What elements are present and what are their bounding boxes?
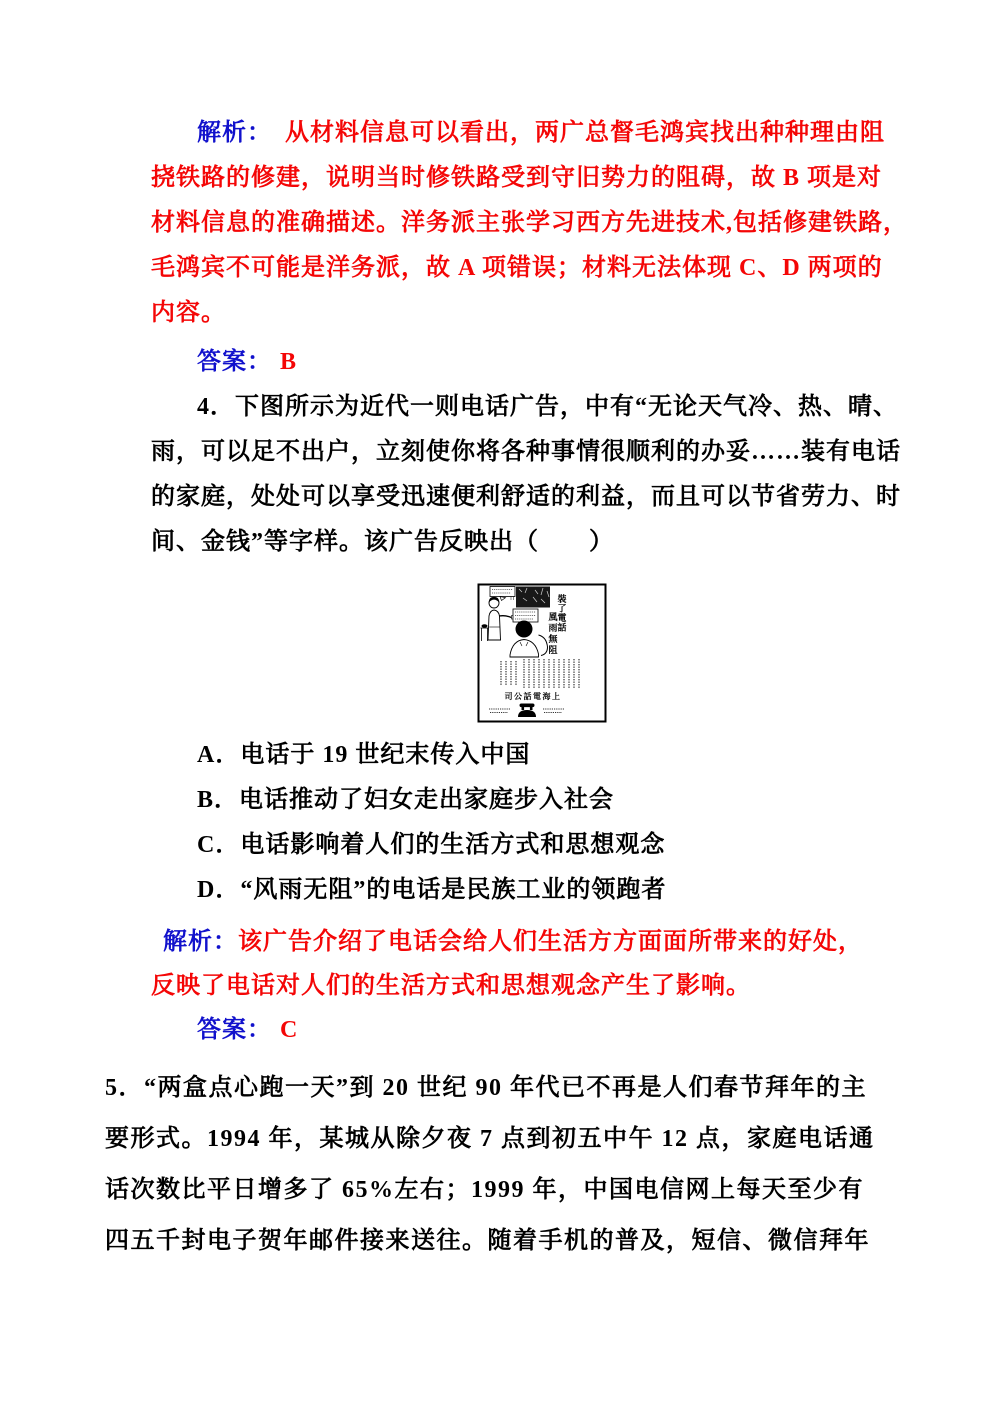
slogan-char: 話 (557, 622, 567, 633)
page-content (105, 111, 908, 1267)
analysis-line (151, 111, 883, 156)
ad-slogan-column-1 (557, 593, 566, 633)
telephone-ad-svg (477, 583, 607, 723)
question3-analysis-block (151, 111, 908, 336)
slogan-char: 裝 (557, 594, 567, 604)
analysis-line: 反映了电话对人们的生活方式和思想观念产生了影响。 (151, 973, 751, 999)
ad-company-name: 司公話電海上 (504, 692, 562, 701)
question-line: 话次数比平日增多了 65%左右；1999 年，中国电信网上每天至少有 (105, 1177, 864, 1203)
answer-label: 答案： (197, 349, 272, 375)
question-line: 四五千封电子贺年邮件接来送往。随着手机的普及，短信、微信拜年 (105, 1228, 870, 1254)
option-b: B．电话推动了妇女走出家庭步入社会 (197, 787, 615, 813)
analysis-line: 毛鸿宾不可能是洋务派，故 A 项错误；材料无法体现 C、D 两项的 (151, 255, 883, 281)
answer-line-q3 (151, 340, 883, 385)
analysis-label: 解析： (163, 929, 238, 955)
analysis-line: 挠铁路的修建，说明当时修铁路受到守旧势力的阻碍，故 B 项是对 (151, 165, 883, 191)
analysis-line: 材料信息的准确描述。洋务派主张学习西方先进技术,包括修建铁路， (151, 210, 908, 236)
analysis-line: 内容。 (151, 300, 226, 326)
answer-value: B (280, 349, 298, 375)
question-line: 的家庭，处处可以享受迅速便利舒适的利益，而且可以节省劳力、时 (151, 484, 901, 510)
slogan-char: 阻 (548, 645, 558, 655)
analysis-text: 该广告介绍了电话会给人们生活方方面面所带来的好处， (238, 929, 863, 955)
question-line: 间、金钱”等字样。该广告反映出（ ） (151, 529, 614, 555)
question4-stem (151, 385, 901, 565)
analysis-label: 解析： (197, 120, 260, 146)
question-line: 4．下图所示为近代一则电话广告，中有“无论天气冷、热、晴、 (197, 394, 898, 420)
slogan-char: 風 (548, 612, 558, 622)
slogan-char: 雨 (548, 623, 558, 633)
answer-line-q4 (151, 1008, 883, 1053)
slogan-char: 了 (557, 603, 567, 614)
question4-options (151, 733, 883, 913)
analysis-line (151, 920, 883, 964)
slogan-char: 電 (557, 613, 567, 623)
answer-value: C (280, 1017, 299, 1043)
question-line: 要形式。1994 年，某城从除夕夜 7 点到初五中午 12 点，家庭电话通 (105, 1126, 875, 1152)
question-line: 5．“两盒点心跑一天”到 20 世纪 90 年代已不再是人们春节拜年的主 (105, 1075, 867, 1101)
telephone-ad-image (477, 583, 607, 723)
option-a: A．电话于 19 世纪末传入中国 (197, 742, 531, 768)
ad-slogan-column-2 (548, 612, 558, 655)
slogan-char: 無 (548, 634, 558, 644)
answer-label: 答案： (197, 1017, 272, 1043)
question4-analysis-block (151, 920, 883, 1008)
ad-window (511, 587, 550, 608)
option-c: C．电话影响着人们的生活方式和思想观念 (197, 832, 666, 858)
analysis-text: 从材料信息可以看出，两广总督毛鸿宾找出种种理由阻 (260, 120, 885, 146)
question5-stem (105, 1063, 897, 1267)
question-line: 雨，可以足不出户，立刻使你将各种事情很顺利的办妥……装有电话 (151, 439, 901, 465)
option-d: D．“风雨无阻”的电话是民族工业的领跑者 (197, 877, 667, 903)
